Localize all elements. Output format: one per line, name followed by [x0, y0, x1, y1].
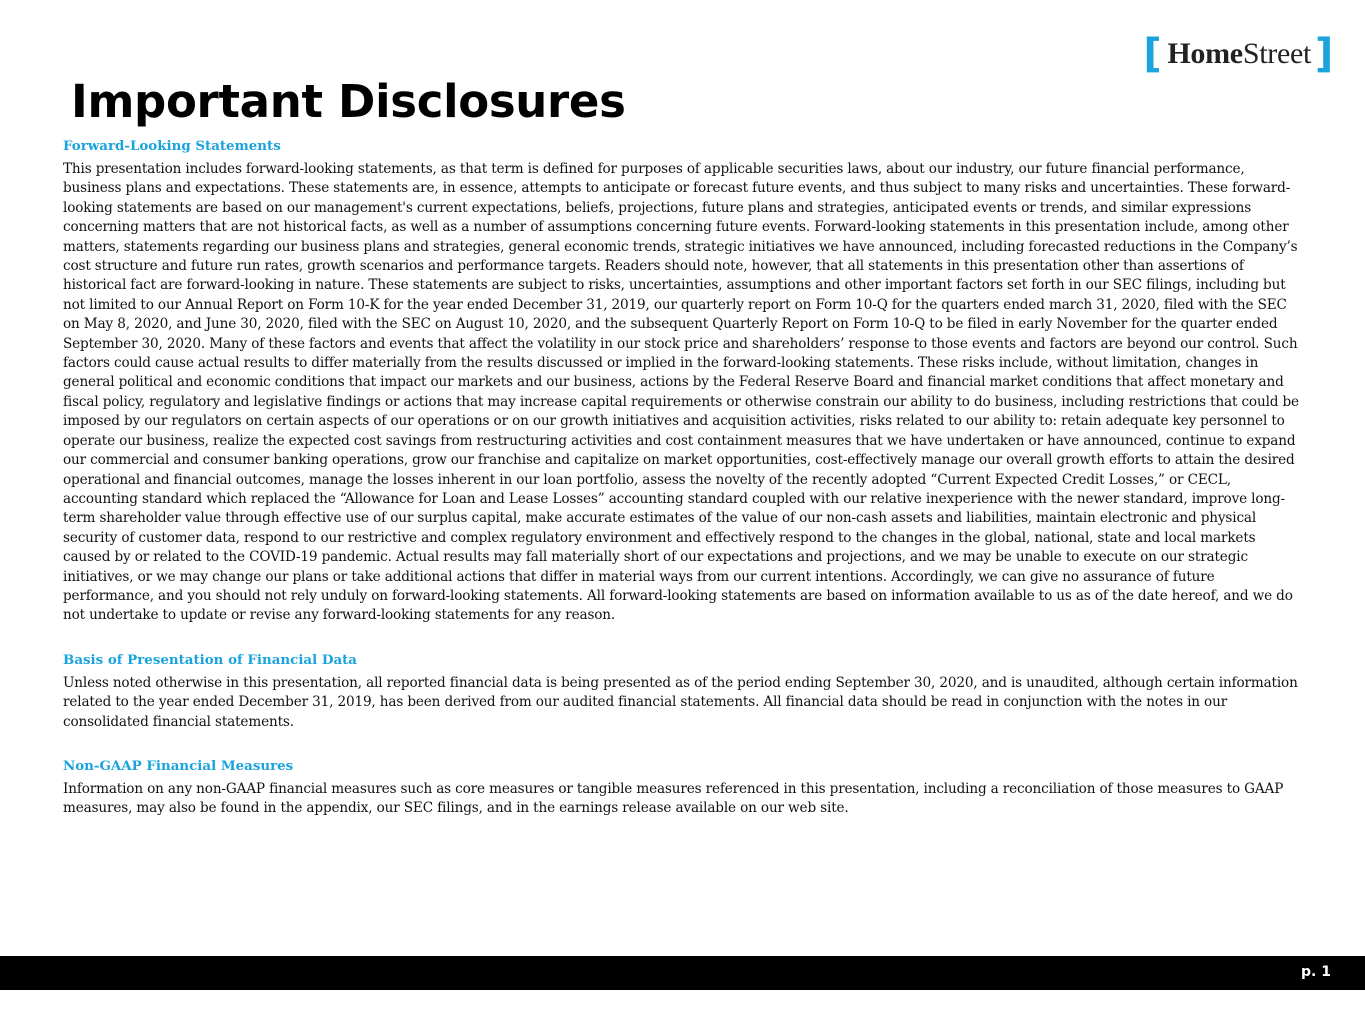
section-body: Information on any non-GAAP financial measures such as core measures or tangible measures referenced in this presentation, including a reconciliation of those measures to GAAP measures, may also be found in the appendix, our SEC filings, and in the earnings release available on our web site.: [63, 780, 1284, 817]
disclosures-content: [63, 136, 1303, 843]
section-heading: Forward-Looking Statements: [63, 138, 281, 154]
section-body: This presentation includes forward-looking statements, as that term is defined for purposes of applicable securities laws, about our industry, our future financial performance, business plans and expectations. These statements are, in essence, attempts to anticipate or forecast future events, and thus subject to many risks and uncertainties. These forward-looking statements are based on our management's current expectations, beliefs, projections, future plans and strategies, anticipated events or trends, and similar expressions concerning matters that are not historical facts, as well as a number of assumptions concerning future events. Forward-looking statements in this presentation include, among other matters, statements regarding our business plans and strategies, general economic trends, strategic initiatives we have announced, including forecasted reductions in the Company’s cost structure and future run rates, growth scenarios and performance targets. Readers should note, however, that all statements in this presentation other than assertions of historical fact are forward-looking in nature. These statements are subject to risks, uncertainties, assumptions and other important factors set forth in our SEC filings, including but not limited to our Annual Report on Form 10-K for the year ended December 31, 2019, our quarterly report on Form 10-Q for the quarters ended march 31, 2020, filed with the SEC on May 8, 2020, and June 30, 2020, filed with the SEC on August 10, 2020, and the subsequent Quarterly Report on Form 10-Q to be filed in early November for the quarter ended September 30, 2020. Many of these factors and events that affect the volatility in our stock price and shareholders’ response to those events and factors are beyond our control. Such factors could cause actual results to differ materially from the results discussed or implied in the forward-looking statements. These risks include, without limitation, changes in general political and economic conditions that impact our markets and our business, actions by the Federal Reserve Board and financial market conditions that affect monetary and fiscal policy, regulatory and legislative findings or actions that may increase capital requirements or otherwise constrain our ability to do business, including restrictions that could be imposed by our regulators on certain aspects of our operations or on our growth initiatives and acquisition activities, risks related to our ability to: retain adequate key personnel to operate our business, realize the expected cost savings from restructuring activities and cost containment measures that we have undertaken or have announced, continue to expand our commercial and consumer banking operations, grow our franchise and capitalize on market opportunities, cost-effectively manage our overall growth efforts to attain the desired operational and financial outcomes, manage the losses inherent in our loan portfolio, assess the novelty of the recently adopted “Current Expected Credit Losses,” or CECL, accounting standard which replaced the “Allowance for Loan and Lease Losses” accounting standard coupled with our relative inexperience with the newer standard, improve long-term shareholder value through effective use of our surplus capital, make accurate estimates of the value of our non-cash assets and liabilities, maintain electronic and physical security of customer data, respond to our restrictive and complex regulatory environment and effectively respond to the changes in the global, national, state and local markets caused by or related to the COVID-19 pandemic. Actual results may fall materially short of our expectations and projections, and we may be unable to execute on our strategic initiatives, or we may change our plans or take additional actions that differ in material ways from our current intentions. Accordingly, we can give no assurance of future performance, and you should not rely unduly on forward-looking statements. All forward-looking statements are based on information available to us as of the date hereof, and we do not undertake to update or revise any forward-looking statements for any reason.: [63, 161, 1299, 624]
section-body: Unless noted otherwise in this presentation, all reported financial data is being presented as of the period ending September 30, 2020, and is unaudited, although certain information related to the year ended December 31, 2019, has been derived from our audited financial statements. All financial data should be read in conjunction with the notes in our consolidated financial statements.: [63, 674, 1298, 730]
section-forward-looking: [63, 136, 1303, 626]
section-basis-of-presentation: [63, 650, 1303, 732]
section-heading: Non-GAAP Financial Measures: [63, 757, 294, 774]
page-number: p. 1: [1301, 964, 1331, 980]
logo-left-bracket: [: [1143, 31, 1162, 77]
logo-street-text: Street: [1242, 37, 1312, 70]
page-title: Important Disclosures: [71, 75, 626, 128]
section-non-gaap: [63, 756, 1303, 819]
homestreet-logo: [1143, 31, 1333, 77]
logo-home-text: Home: [1167, 37, 1243, 70]
section-heading: Basis of Presentation of Financial Data: [63, 651, 357, 668]
logo-right-bracket: ]: [1315, 31, 1333, 77]
footer-bar: [0, 956, 1365, 990]
